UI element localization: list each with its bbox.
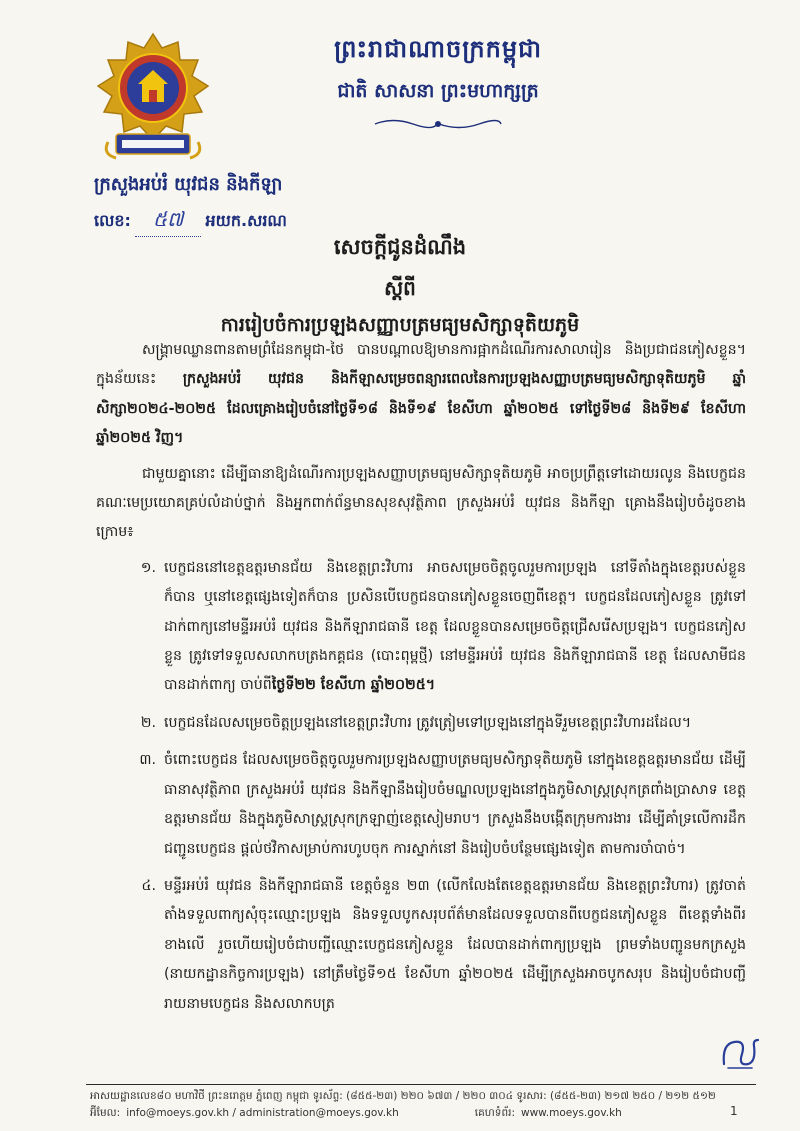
ministry-seal-icon [88,30,218,170]
notice-subject-label: ស្តីពី [384,276,416,300]
list-item-text [164,746,746,864]
list-item [96,709,746,738]
paragraph-text: សង្គ្រាមឈ្លានពានតាមព្រំដែនកម្ពុជា-ថៃ បានបណ្តាលឱ្យមានការផ្អាកដំណើរការសាលារៀន និងប្រជាជនភៀសខ្លួន។ ក្នុងន័យនេះ [96,342,746,388]
footer-contact-row [90,1105,760,1122]
list-item-body: ចំពោះបេក្ខជន ដែលសម្រេចចិត្តចូលរួមការប្រឡងសញ្ញាបត្រមធ្យមសិក្សាទុតិយភូមិ នៅក្នុងខេត្តឧត្តរមានជ័យ ដើម្បីធានាសុវត្ថិភាព ក្រសួងអប់រំ យុវជន និងកីឡានឹងរៀបចំមណ្ឌលប្រឡងនៅក្នុងភូមិសាស្ត្រស្រុកត្រពាំងប្រាសាទ ខេត្តឧត្តរមានជ័យ និងក្នុងភូមិសាស្ត្រស្រុកក្រឡាញ់ខេត្តសៀមរាប។ ក្រសួងនឹងបង្កើតក្រុមការងារ ដើម្បីគាំទ្រលើការដឹកជញ្ជូនបេក្ខជន ផ្តល់ថវិកាសម្រាប់ការហូបចុក ការស្នាក់នៅ និងរៀបចំបន្ថែមផ្សេងទៀត តាមការចាំបាច់។ [164,752,746,857]
ornament-divider-icon [373,117,503,131]
footer-address: អាសយដ្ឋានលេខ៨០ មហាវិថី ព្រះនរោត្តម ភ្នំពេញ កម្ពុជា ទូរស័ព្ទ: (៨៥៥-២៣) ២២០ ៦៧៣ / ២២០ ៣០៤ ទូរសារ: (៨៥៥-២៣) ២១៧ ២៥០ / ២១២ ៥១២ [90,1090,716,1102]
list-item-text [164,872,746,1019]
footer-website-label: គេហទំព័រ: [474,1107,515,1119]
body-paragraph: ជាមួយគ្នានោះ ដើម្បីធានាឱ្យដំណើរការប្រឡងសញ្ញាបត្រមធ្យមសិក្សាទុតិយភូមិ អាចប្រព្រឹត្តទៅដោយរលូន និងបេក្ខជន គណៈមេប្រយោគគ្រប់លំដាប់ថ្នាក់ និងអ្នកពាក់ព័ន្ធមានសុខសុវត្ថិភាព ក្រសួងអប់រំ យុវជន និងកីឡា គ្រោងនឹងរៀបចំដូចខាងក្រោម៖ [96,465,746,541]
footer-email[interactable]: info@moeys.gov.kh / administration@moeys.gov.kh [126,1107,399,1119]
handwritten-initials-icon [718,1034,762,1074]
notice-title: សេចក្តីជូនដំណឹង [333,235,467,259]
body-paragraph [96,336,746,454]
notice-title-block [0,234,800,341]
footer-website[interactable]: www.moeys.gov.kh [520,1107,622,1119]
reference-number: ៥៧ [135,206,202,237]
paragraph-emphasis: ក្រសួងអប់រំ យុវជន និងកីឡាសម្រេចពន្យារពេលនៃការប្រឡងសញ្ញាបត្រមធ្យមសិក្សាទុតិយភូមិ ឆ្នាំសិក្សា២០២៤-២០២៥ ដែលគ្រោងរៀបចំនៅថ្ងៃទី១៨ និងទី១៩ ខែសីហា ឆ្នាំ២០២៥ ទៅថ្ងៃទី២៨ និងទី២៩ ខែសីហា ឆ្នាំ២០២៥ វិញ។ [96,371,746,447]
footer-address-row [90,1088,760,1105]
reference-line [94,206,287,237]
list-item-number: ៣. [139,752,156,769]
reference-suffix: អយក.សរណ [205,211,287,230]
kingdom-header [248,34,628,131]
list-item-text [164,554,746,701]
national-motto: ជាតិ សាសនា ព្រះមហាក្សត្រ [337,80,539,102]
footer-divider [86,1084,756,1085]
list-item-number: ១. [140,559,156,576]
footer [90,1088,760,1122]
list-item-number: ២. [140,714,156,731]
list-item [96,746,746,864]
list-item-text [164,709,746,738]
reference-label: លេខ: [94,211,131,230]
footer-email-label: អ៊ីមែល: [90,1107,121,1119]
list-item-number: ៤. [141,877,156,894]
list-item [96,872,746,1019]
notice-subject: ការរៀបចំការប្រឡងសញ្ញាបត្រមធ្យមសិក្សាទុតិយភូមិ [220,314,580,336]
list-item-body: បេក្ខជននៅខេត្តឧត្តរមានជ័យ និងខេត្តព្រះវិហារ អាចសម្រេចចិត្តចូលរួមការប្រឡង នៅទីតាំងក្នុងខេត្តរបស់ខ្លួនក៏បាន ឬនៅខេត្តផ្សេងទៀតក៏បាន ប្រសិនបើបេក្ខជនបានភៀសខ្លួនចេញពីខេត្ត។ បេក្ខជនដែលភៀសខ្លួន ត្រូវទៅដាក់ពាក្យនៅមន្ទីរអប់រំ យុវជន និងកីឡារាជធានី ខេត្ត ដែលខ្លួនបានសម្រេចចិត្តជ្រើសរើសប្រឡង។ បេក្ខជនភៀសខ្លួន ត្រូវទៅទទួលសលាកបត្រងកគ្គជន (បោះពុម្ពថ្មី) នៅមន្ទីរអប់រំ យុវជន និងកីឡារាជធានី ខេត្ត ដែលសាមីជនបានដាក់ពាក្យ ចាប់ពី [164,559,746,694]
list-item-emphasis: ថ្ងៃទី២២ ខែសីហា ឆ្នាំ២០២៥។ [271,677,436,694]
notice-body [96,336,746,1027]
page-number: 1 [730,1104,738,1118]
kingdom-name: ព្រះរាជាណាចក្រកម្ពុជា [334,35,542,63]
list-item-body: បេក្ខជនដែលសម្រេចចិត្តប្រឡងនៅខេត្តព្រះវិហារ ត្រូវត្រៀមទៅប្រឡងនៅក្នុងទីរួមខេត្តព្រះវិហារដដែល។ [164,714,692,731]
list-item [96,554,746,701]
list-item-body: មន្ទីរអប់រំ យុវជន និងកីឡារាជធានី ខេត្តចំនួន ២៣ (លើកលែងតែខេត្តឧត្តរមានជ័យ និងខេត្តព្រះវិហារ) ត្រូវចាត់តាំងទទួលពាក្យសុំចុះឈ្មោះប្រឡង និងទទួលបូកសរុបព័ត៌មានដែលទទួលបានពីបេក្ខជនភៀសខ្លួន ពីខេត្តទាំងពីរខាងលើ រួចហើយរៀបចំជាបញ្ជីឈ្មោះបេក្ខជនភៀសខ្លួន ដែលបានដាក់ពាក្យប្រឡង ព្រមទាំងបញ្ជូនមកក្រសួង (នាយកដ្ឋានកិច្ចការប្រឡង) នៅត្រឹមថ្ងៃទី១៥ ខែសីហា ឆ្នាំ២០២៥ ដើម្បីក្រសួងអាចបូកសរុប និងរៀបចំជាបញ្ជីរាយនាមបេក្ខជន និងសលាកបត្រ [164,877,746,1012]
ministry-name: ក្រសួងអប់រំ យុវជន និងកីឡា [94,174,283,195]
